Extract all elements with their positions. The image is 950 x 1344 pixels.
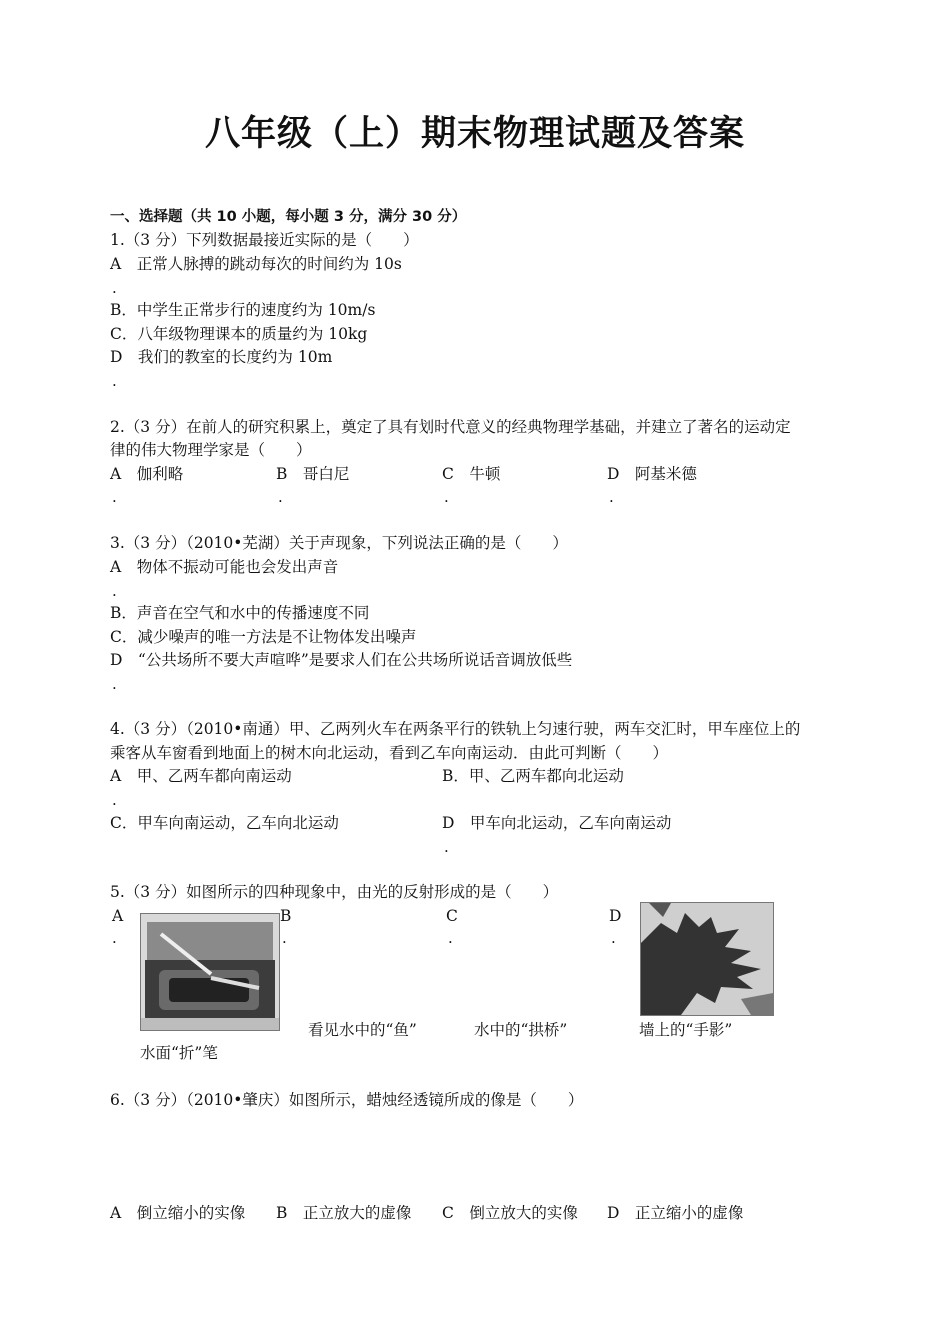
q4-stem-line1: 4.（3 分）（2010•南通）甲、乙两列火车在两条平行的铁轨上匀速行驶，两车交汇时，甲车座位上的 <box>110 720 801 738</box>
q5-b-dot: . <box>282 929 287 947</box>
q2-option-d[interactable]: D 阿基米德 <box>607 465 697 483</box>
q2-option-a[interactable]: A 伽利略 <box>110 465 184 483</box>
q1-a-dot: . <box>112 279 117 297</box>
q2-stem-line1: 2.（3 分）在前人的研究积累上，奠定了具有划时代意义的经典物理学基础，并建立了著名的运动定 <box>110 418 791 436</box>
q4-option-a[interactable]: A 甲、乙两车都向南运动 <box>110 767 292 785</box>
q1-option-d[interactable]: D 我们的教室的长度约为 10m <box>110 348 333 366</box>
q1-option-c[interactable]: C．八年级物理课本的质量约为 10kg <box>110 325 368 343</box>
q3-stem: 3.（3 分）（2010•芜湖）关于声现象，下列说法正确的是（ ） <box>110 534 568 552</box>
q3-option-d[interactable]: D “公共场所不要大声喧哗”是要求人们在公共场所说话音调放低些 <box>110 651 573 669</box>
q5-option-b-caption: 看见水中的“鱼” <box>308 1021 417 1039</box>
q5-option-d-caption: 墙上的“手影” <box>639 1021 733 1039</box>
q4-d-dot: . <box>444 838 449 856</box>
q3-option-b[interactable]: B．声音在空气和水中的传播速度不同 <box>110 604 370 622</box>
q6-stem: 6.（3 分）（2010•肇庆）如图所示，蜡烛经透镜所成的像是（ ） <box>110 1091 584 1109</box>
q3-d-dot: . <box>112 675 117 693</box>
q3-option-c[interactable]: C．减少噪声的唯一方法是不让物体发出噪声 <box>110 628 417 646</box>
q4-a-dot: . <box>112 791 117 809</box>
q3-option-a[interactable]: A 物体不振动可能也会发出声音 <box>110 558 339 576</box>
q5-option-b-letter[interactable]: B <box>280 907 292 925</box>
q6-option-b[interactable]: B 正立放大的虚像 <box>276 1204 412 1222</box>
q5-option-a-letter[interactable]: A <box>112 907 124 925</box>
q2-option-b[interactable]: B 哥白尼 <box>276 465 350 483</box>
q2-option-c[interactable]: C 牛顿 <box>442 465 501 483</box>
q5-a-dot: . <box>112 929 117 947</box>
q5-option-a-caption: 水面“折”笔 <box>140 1044 218 1062</box>
q6-option-d[interactable]: D 正立缩小的虚像 <box>607 1204 744 1222</box>
q6-option-c[interactable]: C 倒立放大的实像 <box>442 1204 578 1222</box>
page-title: 八年级（上）期末物理试题及答案 <box>204 114 745 154</box>
q1-stem: 1.（3 分）下列数据最接近实际的是（ ） <box>110 231 419 249</box>
section-heading: 一、选择题（共 10 小题，每小题 3 分，满分 30 分） <box>110 209 467 225</box>
q4-stem-line2: 乘客从车窗看到地面上的树木向北运动，看到乙车向南运动．由此可判断（ ） <box>110 744 669 762</box>
q4-option-c[interactable]: C．甲车向南运动，乙车向北运动 <box>110 814 339 832</box>
pencil-in-water-photo <box>140 913 280 1031</box>
q1-option-a[interactable]: A 正常人脉搏的跳动每次的时间约为 10s <box>110 255 402 273</box>
q5-d-dot: . <box>611 929 616 947</box>
q5-stem: 5.（3 分）如图所示的四种现象中，由光的反射形成的是（ ） <box>110 883 559 901</box>
q5-option-c-caption: 水中的“拱桥” <box>474 1021 568 1039</box>
q4-option-b[interactable]: B．甲、乙两车都向北运动 <box>442 767 624 785</box>
q2-d-dot: . <box>609 488 614 506</box>
q5-option-c-letter[interactable]: C <box>446 907 458 925</box>
q1-d-dot: . <box>112 372 117 390</box>
q5-option-d-letter[interactable]: D <box>609 907 622 925</box>
q2-stem-line2: 律的伟大物理学家是（ ） <box>110 441 312 459</box>
pencil-in-water-image <box>141 914 279 1030</box>
q6-option-a[interactable]: A 倒立缩小的实像 <box>110 1204 246 1222</box>
hand-shadow-photo <box>640 902 774 1016</box>
q2-b-dot: . <box>278 488 283 506</box>
q2-a-dot: . <box>112 488 117 506</box>
q3-a-dot: . <box>112 582 117 600</box>
q5-c-dot: . <box>448 929 453 947</box>
q4-option-d[interactable]: D 甲车向北运动，乙车向南运动 <box>442 814 672 832</box>
q1-option-b[interactable]: B．中学生正常步行的速度约为 10m/s <box>110 301 376 319</box>
hand-shadow-image <box>641 903 773 1015</box>
q2-c-dot: . <box>444 488 449 506</box>
